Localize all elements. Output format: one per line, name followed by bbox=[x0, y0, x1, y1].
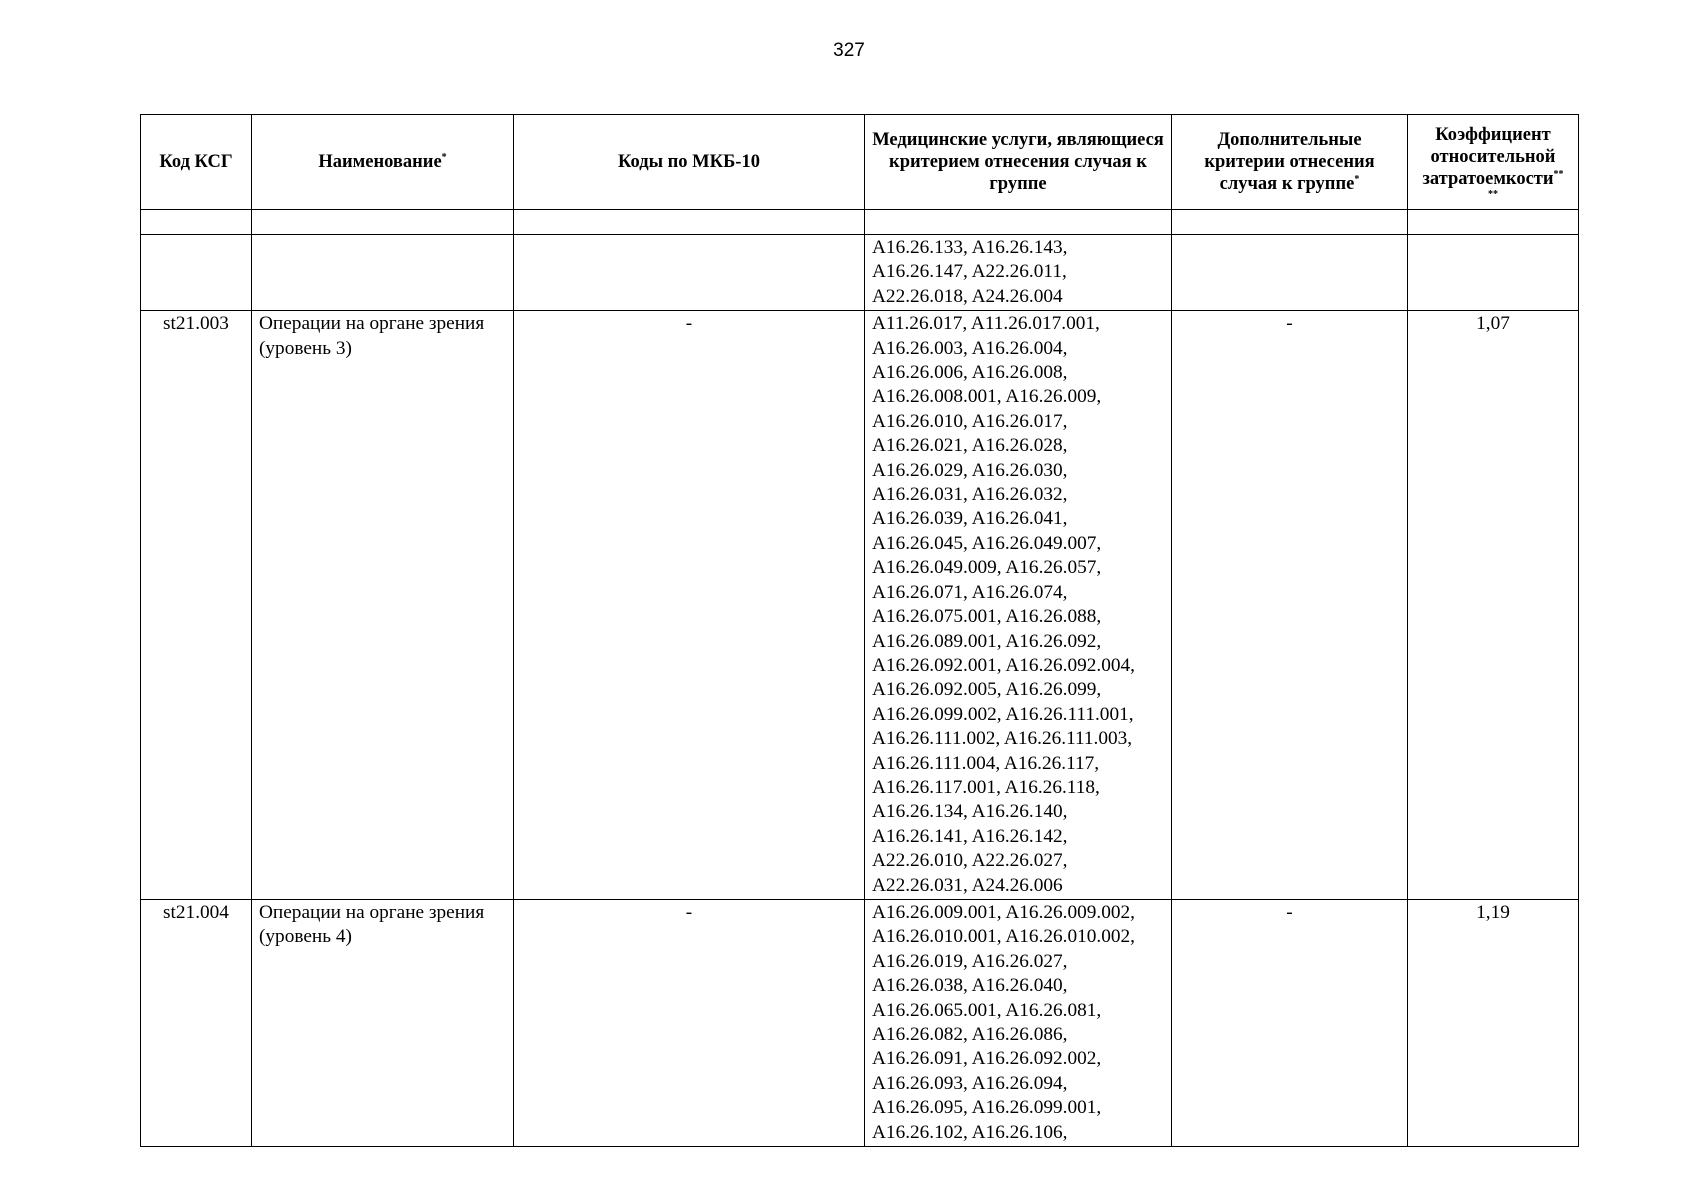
service-code-line: A16.26.099.002, A16.26.111.001, bbox=[872, 703, 1134, 725]
service-code-line: A16.26.039, A16.26.041, bbox=[872, 508, 1068, 530]
table-row bbox=[141, 311, 1579, 900]
service-code-line: A11.26.017, A11.26.017.001, bbox=[872, 313, 1100, 335]
service-code-line: A22.26.018, A24.26.004 bbox=[872, 285, 1063, 307]
service-code-line: A16.26.045, A16.26.049.007, bbox=[872, 532, 1102, 554]
service-code-line: A16.26.065.001, A16.26.081, bbox=[872, 999, 1102, 1021]
footnote-mark: ** bbox=[1488, 189, 1498, 200]
header-code: Код КСГ bbox=[141, 115, 252, 210]
page-number: 327 bbox=[833, 40, 865, 61]
service-code-line: A16.26.009.001, A16.26.009.002, bbox=[872, 901, 1135, 923]
ksg-table bbox=[140, 114, 1579, 1147]
service-code-line: A16.26.010, A16.26.017, bbox=[872, 410, 1068, 432]
service-code-line: A16.26.008.001, A16.26.009, bbox=[872, 386, 1102, 408]
extra-criteria: - bbox=[1172, 899, 1408, 1146]
header-mkb: Коды по МКБ-10 bbox=[514, 115, 865, 210]
extra-criteria: - bbox=[1172, 311, 1408, 900]
service-code-line: A16.26.075.001, A16.26.088, bbox=[872, 606, 1102, 628]
mkb-codes: - bbox=[514, 311, 865, 900]
services-cell bbox=[865, 311, 1172, 900]
service-code-line: A22.26.010, A22.26.027, bbox=[872, 850, 1068, 872]
service-code-line: A16.26.019, A16.26.027, bbox=[872, 950, 1068, 972]
service-code-line: A16.26.082, A16.26.086, bbox=[872, 1024, 1068, 1045]
service-code-line: A16.26.031, A16.26.032, bbox=[872, 484, 1068, 506]
services-cell bbox=[865, 899, 1172, 1146]
table-row bbox=[141, 899, 1579, 1146]
spacer-row bbox=[141, 210, 1579, 235]
service-code-line: A16.26.038, A16.26.040, bbox=[872, 975, 1068, 997]
ksg-name: Операции на органе зрения (уровень 3) bbox=[252, 311, 514, 900]
header-name: Наименование* bbox=[252, 115, 514, 210]
services-cell bbox=[865, 235, 1172, 311]
service-code-line: A16.26.117.001, A16.26.118, bbox=[872, 776, 1100, 798]
footnote-mark: ** bbox=[1553, 168, 1564, 180]
header-row bbox=[141, 115, 1579, 210]
koef-value: 1,19 bbox=[1408, 899, 1579, 1146]
footnote-mark: * bbox=[441, 151, 447, 163]
ksg-name: Операции на органе зрения (уровень 4) bbox=[252, 899, 514, 1146]
service-code-line: A16.26.029, A16.26.030, bbox=[872, 459, 1068, 481]
service-code-line: A16.26.111.004, A16.26.117, bbox=[872, 752, 1100, 774]
service-code-line: A16.26.134, A16.26.140, bbox=[872, 801, 1068, 823]
koef-value: 1,07 bbox=[1408, 311, 1579, 900]
mkb-codes: - bbox=[514, 899, 865, 1146]
service-code-line: A16.26.141, A16.26.142, bbox=[872, 825, 1068, 847]
service-code-line: A16.26.006, A16.26.008, bbox=[872, 362, 1068, 384]
service-code-line: A16.26.003, A16.26.004, bbox=[872, 337, 1068, 359]
header-services: Медицинские услуги, являющиеся критерием отнесения случая к группе bbox=[865, 115, 1172, 210]
ksg-code: st21.003 bbox=[141, 311, 252, 900]
service-code-line: A16.26.092.005, A16.26.099, bbox=[872, 679, 1102, 701]
table-row-continuation bbox=[141, 235, 1579, 311]
service-code-line: A16.26.089.001, A16.26.092, bbox=[872, 630, 1102, 652]
service-code-line: A16.26.102, A16.26.106, bbox=[872, 1121, 1068, 1143]
service-code-line: A22.26.031, A24.26.006 bbox=[872, 874, 1063, 896]
service-code-line: A16.26.147, A22.26.011, bbox=[872, 261, 1067, 283]
service-code-line: A16.26.071, A16.26.074, bbox=[872, 581, 1068, 603]
ksg-code: st21.004 bbox=[141, 899, 252, 1146]
service-code-line: A16.26.111.002, A16.26.111.003, bbox=[872, 728, 1133, 750]
service-code-line: A16.26.095, A16.26.099.001, bbox=[872, 1097, 1102, 1119]
service-code-line: A16.26.021, A16.26.028, bbox=[872, 435, 1068, 457]
header-koef: Коэффициент относительной затратоемкости** ** bbox=[1408, 115, 1579, 210]
service-code-line: A16.26.091, A16.26.092.002, bbox=[872, 1048, 1102, 1070]
service-code-line: A16.26.133, A16.26.143, bbox=[872, 237, 1068, 258]
footnote-mark: * bbox=[1354, 173, 1360, 185]
service-code-line: A16.26.093, A16.26.094, bbox=[872, 1072, 1068, 1094]
service-code-line: A16.26.092.001, A16.26.092.004, bbox=[872, 654, 1135, 676]
service-code-line: A16.26.049.009, A16.26.057, bbox=[872, 557, 1102, 579]
header-extra: Дополнительные критерии отнесения случая к группе* bbox=[1172, 115, 1408, 210]
service-code-line: A16.26.010.001, A16.26.010.002, bbox=[872, 926, 1135, 948]
